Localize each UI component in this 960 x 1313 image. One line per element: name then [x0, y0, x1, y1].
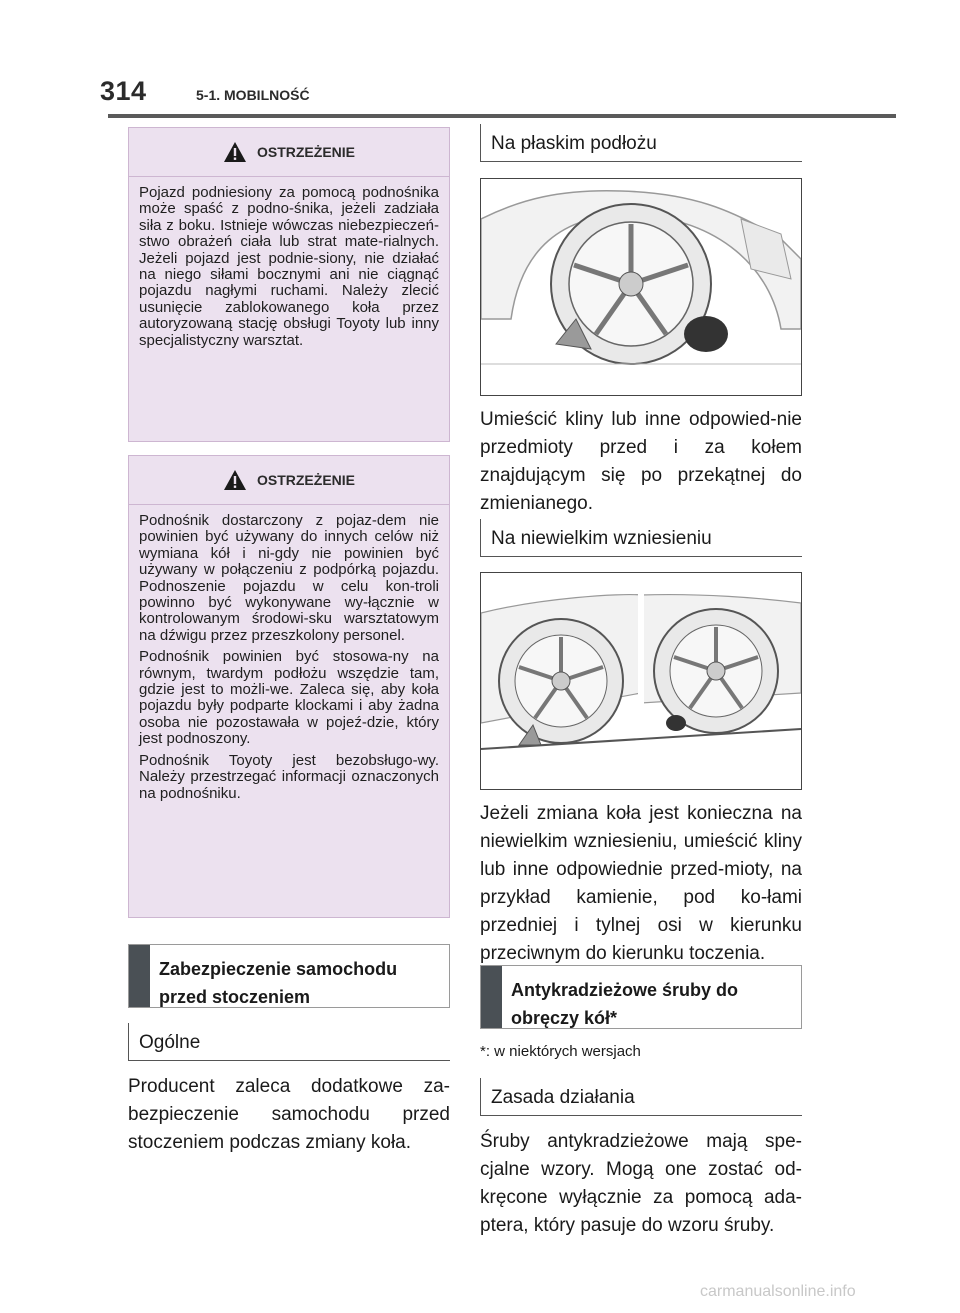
- subheading-text: Na niewielkim wzniesieniu: [491, 528, 712, 549]
- warning-box-1: [128, 127, 450, 442]
- subheading-general: [128, 1023, 450, 1061]
- warning-header: [129, 456, 449, 505]
- chapter-title: 5-1. MOBILNOŚĆ: [196, 87, 310, 103]
- wheel-chock-flat-illustration: [481, 179, 801, 395]
- section-title: Zabezpieczenie samochodu przed stoczeniem: [159, 959, 398, 1007]
- paragraph-general: Producent zaleca dodatkowe za-bezpieczenie samochodu przed stoczeniem podczas zmiany koła.: [128, 1076, 450, 1153]
- section-title: Antykradzieżowe śruby do obręczy kół*: [511, 980, 739, 1028]
- header-divider: [108, 114, 896, 118]
- paragraph-slope: Jeżeli zmiana koła jest konieczna na niewielkim wzniesieniu, umieścić kliny lub inne odpowiednie przed-mioty, na przykład kamienie, pod ko-łami przedniej i tylnej osi w kierunku przeciwnym do kierunku toczenia.: [480, 803, 802, 964]
- subheading-slope: [480, 519, 802, 557]
- subheading-flat-ground: [480, 124, 802, 162]
- subheading-principle: [480, 1078, 802, 1116]
- warning-label: OSTRZEŻENIE: [256, 144, 355, 160]
- warning-paragraph: Podnośnik powinien być stosowa-ny na równym, twardym podłożu wszędzie tam, gdzie jest to możli-we. Zaleca się, aby koła pojazdu były podparte klockami i aby żadna osoba nie pozostawała w pojeź-dzie, który jest podnoszony.: [139, 648, 439, 748]
- watermark: carmanualsonline.info: [700, 1283, 856, 1300]
- page-number: 314: [100, 76, 147, 106]
- subheading-text: Ogólne: [139, 1032, 201, 1053]
- footnote: *: w niektórych wersjach: [480, 1043, 641, 1060]
- section-bar: [481, 966, 502, 1028]
- section-heading-rollaway: [128, 944, 450, 1008]
- section-heading-locking-bolts: [480, 965, 802, 1029]
- warning-paragraph: Podnośnik dostarczony z pojaz-dem nie powinien być używany do innych celów niż wymiana kół i ni-gdy nie powinien być używany w połączeniu z podpórką pojazdu. Podnoszenie pojazdu w celu kon-troli powinno być wykonywane wy-łącznie w kontrolowanym środowi-sku warsztatowym na dźwigu przez przeszkolony personel.: [139, 512, 439, 644]
- wheel-chocks-slope-illustration: [481, 573, 801, 789]
- subheading-text: Zasada działania: [491, 1087, 635, 1108]
- warning-triangle-icon: [223, 141, 247, 163]
- warning-header: [129, 128, 449, 177]
- paragraph-principle: Śruby antykradzieżowe mają spe-cjalne wzory. Mogą one zostać od-kręcone wyłącznie za pomocą ada-ptera, który pasuje do wzoru śruby.: [480, 1131, 802, 1236]
- figure-wheel-flat: [480, 178, 802, 396]
- warning-box-2: [128, 455, 450, 918]
- warning-paragraph: Podnośnik Toyoty jest bezobsługo-wy. Należy przestrzegać informacji oznaczonych na podnośniku.: [139, 751, 439, 802]
- figure-wheels-slope: [480, 572, 802, 790]
- section-bar: [129, 945, 150, 1007]
- warning-label: OSTRZEŻENIE: [256, 472, 355, 488]
- warning-triangle-icon: [223, 469, 247, 491]
- warning-paragraph: Pojazd podniesiony za pomocą podnośnika może spaść z podno-śnika, jeżeli zadziała siła z boku. Istnieje wówczas niebezpieczeń-stwo obrażeń ciała lub strat mate-rialnych. Jeżeli pojazd jest podnie-siony, nie działać na niego siłami bocznymi ani nie ciągnąć pojazdu nagłymi ruchami. Należy zlecić usunięcie zablokowanego koła przez autoryzowaną stację obsługi Toyoty lub inny specjalistyczny warsztat.: [139, 184, 439, 349]
- subheading-text: Na płaskim podłożu: [491, 133, 657, 154]
- paragraph-flat-ground: Umieścić kliny lub inne odpowied-nie przedmioty przed i za kołem znajdującym się po przekątnej do zmienianego.: [480, 409, 802, 514]
